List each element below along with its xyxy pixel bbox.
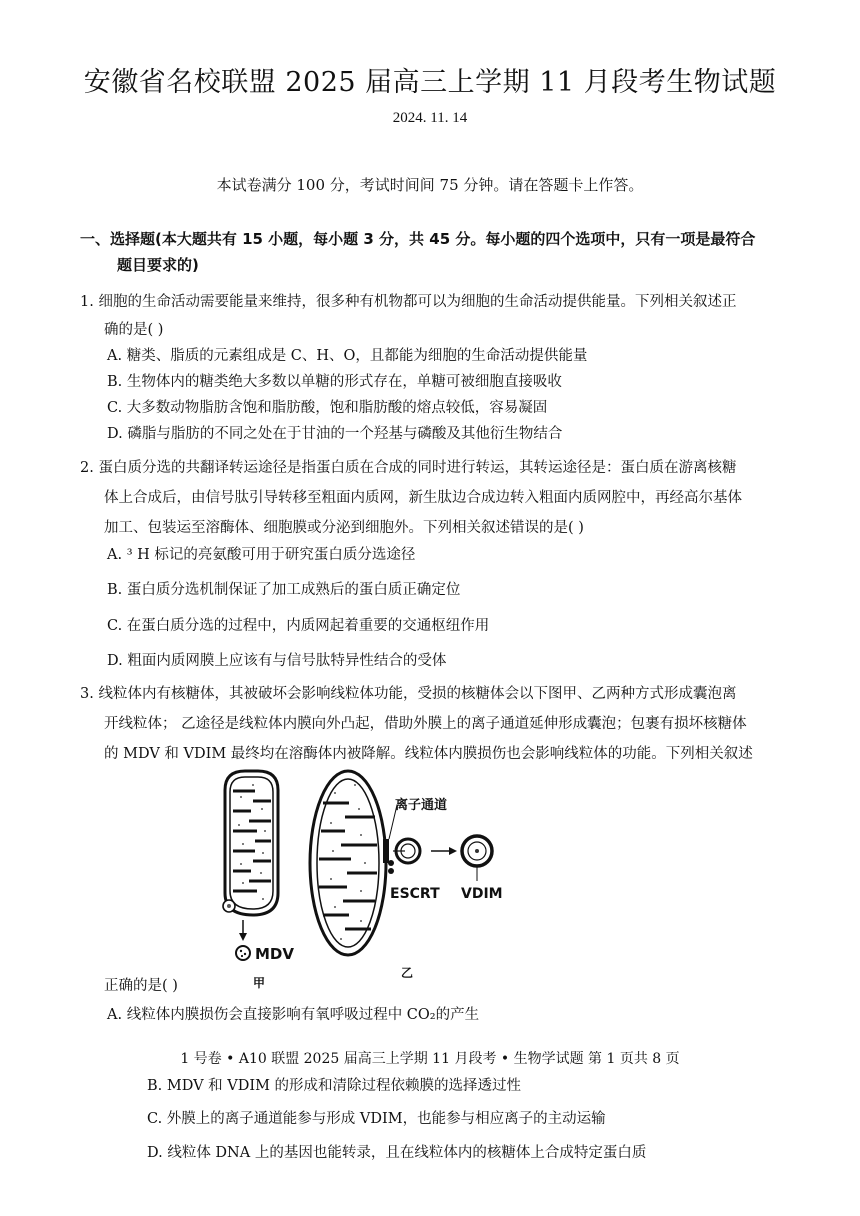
question-3-stem-cont: 的 MDV 和 VDIM 最终均在溶酶体内被降解。线粒体内膜损伤也会影响线粒体的功能。下列相关叙述 <box>104 746 753 762</box>
question-2-stem-cont: 加工、包装运至溶酶体、细胞膜或分泌到细胞外。下列相关叙述错误的是( ) <box>104 520 584 536</box>
yi-label: 乙 <box>401 966 414 980</box>
section-heading-cont: 题目要求的) <box>117 256 199 274</box>
question-1-option-c: C. 大多数动物脂肪含饱和脂肪酸，饱和脂肪酸的熔点较低，容易凝固 <box>107 400 548 416</box>
mitochondrion-jia <box>223 771 278 960</box>
jia-label: 甲 <box>253 976 266 990</box>
page-footer: 1 号卷 • A10 联盟 2025 届高三上学期 11 月段考 • 生物学试题 第 1 页共 8 页 <box>180 1051 680 1067</box>
question-1-stem: 1. 细胞的生命活动需要能量来维持，很多种有机物都可以为细胞的生命活动提供能量。下列相关叙述正 <box>80 294 737 310</box>
mdv-label: MDV <box>255 945 294 963</box>
question-2-option-b: B. 蛋白质分选机制保证了加工成熟后的蛋白质正确定位 <box>107 582 461 598</box>
escrt-label: ESCRT <box>390 886 440 902</box>
question-3-option-d: D. 线粒体 DNA 上的基因也能转录，且在线粒体内的核糖体上合成特定蛋白质 <box>147 1145 647 1161</box>
question-3-option-a: A. 线粒体内膜损伤会直接影响有氧呼吸过程中 CO₂的产生 <box>107 1007 480 1023</box>
section-heading: 一、选择题(本大题共有 15 小题，每小题 3 分，共 45 分。每小题的四个选项中，只有一项是最符合 <box>80 230 756 248</box>
page-title: 安徽省名校联盟 2025 届高三上学期 11 月段考生物试题 <box>83 67 777 98</box>
question-2-stem: 2. 蛋白质分选的共翻译转运途径是指蛋白质在合成的同时进行转运，其转运途径是：蛋白质在游离核糖 <box>80 460 737 476</box>
question-3-stem-cont: 开线粒体； 乙途径是线粒体内膜向外凸起，借助外膜上的离子通道延伸形成囊泡；包裹有损坏核糖体 <box>104 716 747 732</box>
exam-notice: 本试卷满分 100 分，考试时间间 75 分钟。请在答题卡上作答。 <box>216 176 644 194</box>
question-1-stem-cont: 确的是( ) <box>104 322 164 338</box>
exam-date: 2024. 11. 14 <box>392 110 468 126</box>
question-1-option-b: B. 生物体内的糖类绝大多数以单糖的形式存在，单糖可被细胞直接吸收 <box>107 374 562 390</box>
ion-channel-label: 离子通道 <box>395 798 448 813</box>
question-3-option-c: C. 外膜上的离子通道能参与形成 VDIM，也能参与相应离子的主动运输 <box>147 1111 606 1127</box>
mitochondria-figure <box>215 765 535 993</box>
question-3-option-b: B. MDV 和 VDIM 的形成和清除过程依赖膜的选择透过性 <box>147 1078 522 1094</box>
vdim-label: VDIM <box>461 886 503 902</box>
question-1-option-a: A. 糖类、脂质的元素组成是 C、H、O，且都能为细胞的生命活动提供能量 <box>107 348 588 364</box>
question-1-option-d: D. 磷脂与脂肪的不同之处在于甘油的一个羟基与磷酸及其他衍生物结合 <box>107 426 563 442</box>
question-2-option-a: A. ³ H 标记的亮氨酸可用于研究蛋白质分选途径 <box>107 547 416 563</box>
question-3-stem-cont: 正确的是( ) <box>104 978 178 994</box>
question-2-stem-cont: 体上合成后，由信号肽引导转移至粗面内质网，新生肽边合成边转入粗面内质网腔中，再经高尔基体 <box>104 490 742 506</box>
question-3-stem: 3. 线粒体内有核糖体，其被破坏会影响线粒体功能，受损的核糖体会以下图甲、乙两种方式形成囊泡离 <box>80 686 737 702</box>
question-2-option-c: C. 在蛋白质分选的过程中，内质网起着重要的交通枢纽作用 <box>107 618 490 634</box>
question-2-option-d: D. 粗面内质网膜上应该有与信号肽特异性结合的受体 <box>107 653 447 669</box>
